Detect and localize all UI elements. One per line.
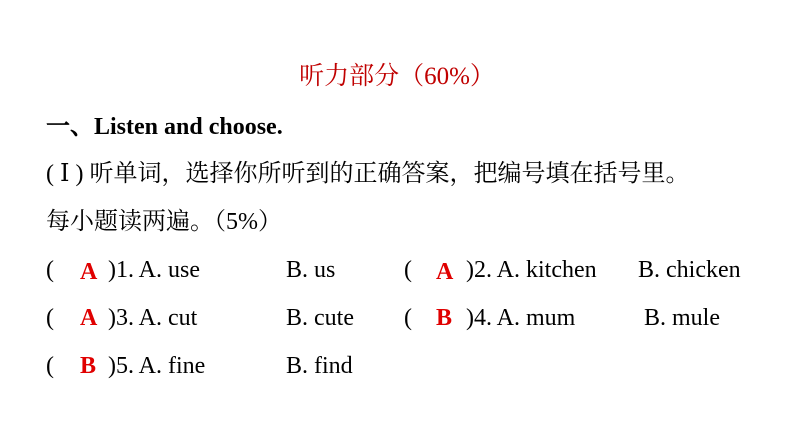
question-4-open-paren: ( — [404, 305, 412, 331]
question-3-stem: )3. A. cut — [108, 305, 198, 331]
question-3-option-b: B. cute — [286, 305, 354, 331]
instruction-line-2: 每小题读两遍。（5%） — [46, 209, 282, 235]
question-4-stem: )4. A. mum — [466, 305, 576, 331]
question-2-open-paren: ( — [404, 257, 412, 283]
question-1-stem: )1. A. use — [108, 257, 200, 283]
question-1-option-b: B. us — [286, 257, 336, 283]
question-5-option-b: B. find — [286, 353, 353, 379]
page-title: 听力部分（60%） — [299, 63, 495, 90]
question-2-stem: )2. A. kitchen — [466, 257, 597, 283]
question-1-open-paren: ( — [46, 257, 54, 283]
question-5-answer: B — [80, 353, 97, 379]
section-heading: 一、Listen and choose. — [46, 114, 283, 140]
instruction-line-1: ( Ⅰ ) 听单词，选择你所听到的正确答案，把编号填在括号里。 — [46, 161, 690, 187]
question-1-answer: A — [80, 259, 98, 285]
question-5-open-paren: ( — [46, 353, 54, 379]
question-3-answer: A — [80, 305, 98, 331]
question-5-stem: )5. A. fine — [108, 353, 206, 379]
question-2-option-b: B. chicken — [638, 257, 741, 283]
question-2-answer: A — [436, 259, 454, 285]
question-4-answer: B — [436, 305, 453, 331]
question-3-open-paren: ( — [46, 305, 54, 331]
question-4-option-b: B. mule — [644, 305, 720, 331]
